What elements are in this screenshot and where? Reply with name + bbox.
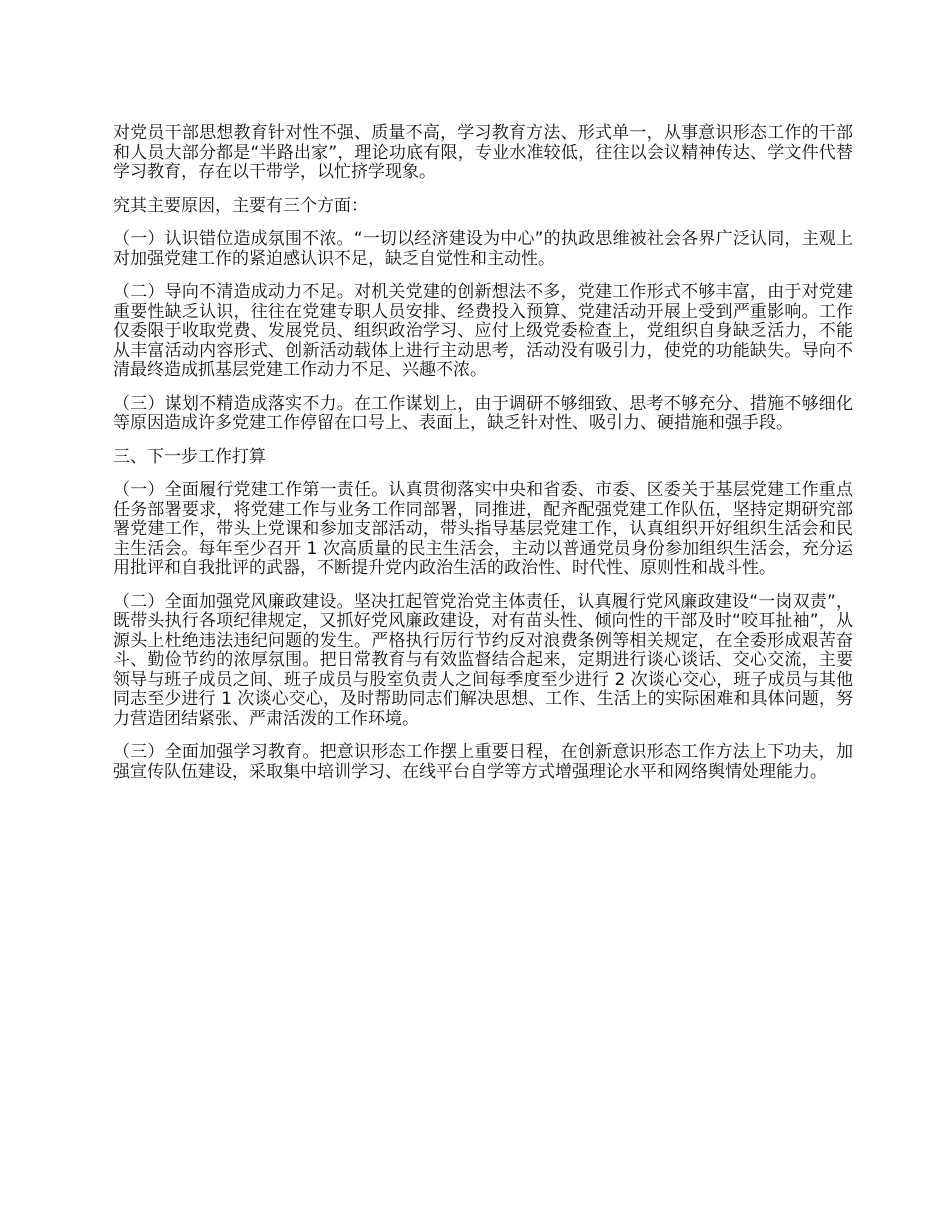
paragraph-main-reasons-intro: 究其主要原因，主要有三个方面：: [113, 195, 368, 216]
paragraph-reason-1: （一）认识错位造成氛围不浓。“一切以经济建设为中心”的执政思维被社会各界广泛认同，主观上对加强党建工作的紧迫感认识不足，缺乏自觉性和主动性。: [113, 229, 853, 269]
paragraph-plan-1: （一）全面履行党建工作第一责任。认真贯彻落实中央和省委、市委、区委关于基层党建工作重点任务部署要求，将党建工作与业务工作同部署，同推进，配齐配强党建工作队伍，坚持定期研究部署党建工作，带头上党课和参加支部活动，带头指导基层党建工作，认真组织开好组织生活会和民主生活会。每年至少召开 1 次高质量的民主生活会，主动以普通党员身份参加组织生活会，充分运用批评和自我批评的武器，不断提升党内政治生活的政治性、时代性、原则性和战斗性。: [113, 480, 853, 578]
section-heading-next-steps: 三、下一步工作打算: [113, 446, 266, 467]
paragraph-education-problems: 对党员干部思想教育针对性不强、质量不高，学习教育方法、形式单一，从事意识形态工作的干部和人员大部分都是“半路出家”，理论功底有限，专业水准较低，往往以会议精神传达、学文件代替学习教育，存在以干带学，以忙挤学现象。: [113, 123, 853, 182]
paragraph-reason-3: （三）谋划不精造成落实不力。在工作谋划上，由于调研不够细致、思考不够充分、措施不够细化等原因造成许多党建工作停留在口号上、表面上，缺乏针对性、吸引力、硬措施和强手段。: [113, 393, 853, 433]
paragraph-plan-2: （二）全面加强党风廉政建设。坚决扛起管党治党主体责任，认真履行党风廉政建设“一岗双责”，既带头执行各项纪律规定，又抓好党风廉政建设，对有苗头性、倾向性的干部及时“咬耳扯袖”，从源头上杜绝违法违纪问题的发生。严格执行厉行节约反对浪费条例等相关规定，在全委形成艰苦奋斗、勤俭节约的浓厚氛围。把日常教育与有效监督结合起来，定期进行谈心谈话、交心交流，主要领导与班子成员之间、班子成员与股室负责人之间每季度至少进行 2 次谈心交心，班子成员与其他同志至少进行 1 次谈心交心，及时帮助同志们解决思想、工作、生活上的实际困难和具体问题，努力营造团结紧张、严肃活泼的工作环境。: [113, 591, 853, 729]
paragraph-plan-3: （三）全面加强学习教育。把意识形态工作摆上重要日程，在创新意识形态工作方法上下功夫，加强宣传队伍建设，采取集中培训学习、在线平台自学等方式增强理论水平和网络舆情处理能力。: [113, 742, 853, 782]
document-page: [113, 124, 853, 796]
paragraph-reason-2: （二）导向不清造成动力不足。对机关党建的创新想法不多，党建工作形式不够丰富，由于对党建重要性缺乏认识，往往在党建专职人员安排、经费投入预算、党建活动开展上受到严重影响。工作仅委限于收取党费、发展党员、组织政治学习、应付上级党委检查上，党组织自身缺乏活力，不能从丰富活动内容形式、创新活动载体上进行主动思考，活动没有吸引力，使党的功能缺失。导向不清最终造成抓基层党建工作动力不足、兴趣不浓。: [113, 282, 853, 380]
